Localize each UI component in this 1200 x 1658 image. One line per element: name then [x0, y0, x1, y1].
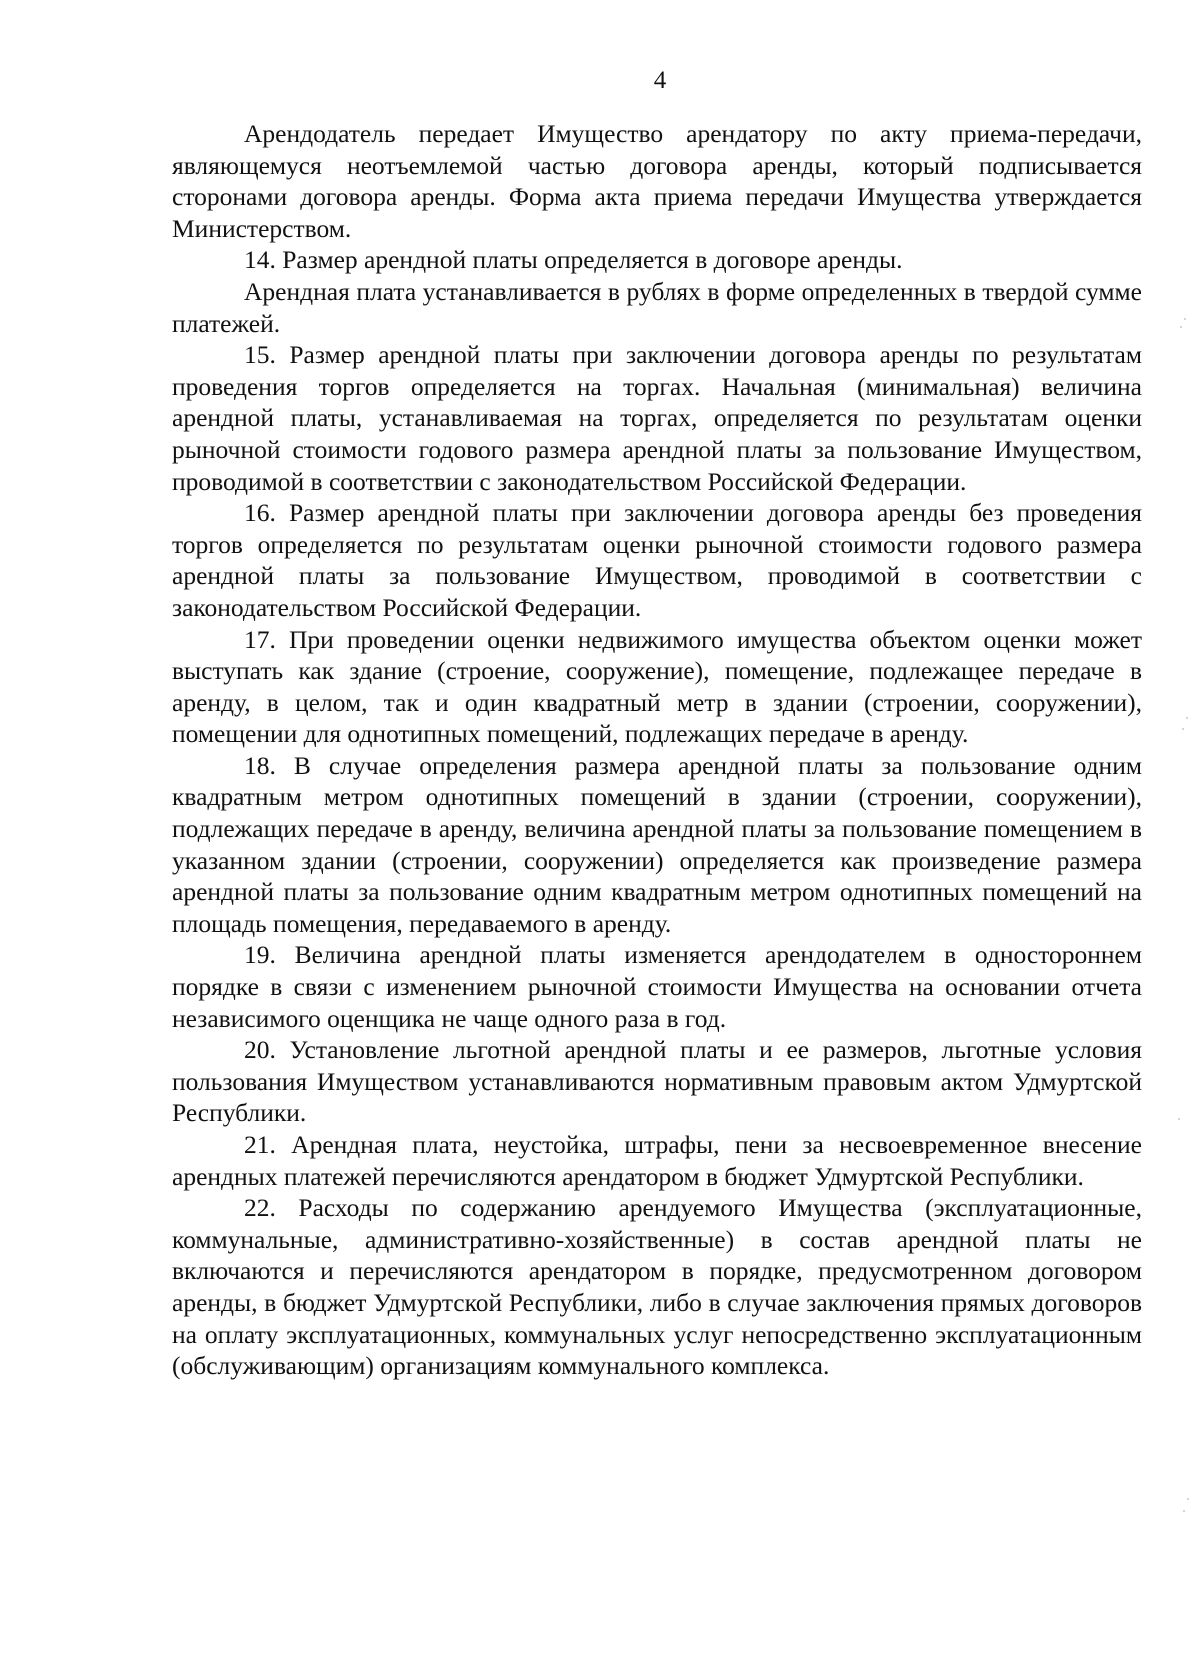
scan-speck [1187, 1498, 1189, 1500]
scan-speck [1180, 326, 1182, 328]
paragraph-19: 19. Величина арендной платы изменяется арендодателем в одностороннем порядке в связи с изменением рыночной стоимости Имущества на основании отчета независимого оценщика не чаще одного раза в год. [172, 940, 1142, 1033]
document-body [172, 118, 1142, 1382]
paragraph-15: 15. Размер арендной платы при заключении договора аренды по результатам проведения торгов определяется на торгах. Начальная (минимальная) величина арендной платы, устанавливаемая на торгах, определяется по результатам оценки рыночной стоимости годового размера арендной платы за пользование Имуществом, проводимой в соответствии с законодательством Российской Федерации. [172, 340, 1142, 496]
paragraph-21: 21. Арендная плата, неустойка, штрафы, пени за несвоевременное внесение арендных платежей перечисляются арендатором в бюджет Удмуртской Республики. [172, 1130, 1142, 1191]
paragraph-16: 16. Размер арендной платы при заключении договора аренды без проведения торгов определяется по результатам оценки рыночной стоимости годового размера арендной платы за пользование Имуществом, проводимой в соответствии с законодательством Российской Федерации. [172, 498, 1142, 622]
paragraph-rent-currency: Арендная плата устанавливается в рублях в форме определенных в твердой сумме платежей. [172, 276, 1142, 338]
paragraph-17: 17. При проведении оценки недвижимого имущества объектом оценки может выступать как здание (строение, сооружение), помещение, подлежащее передаче в аренду, в целом, так и один квадратный метр в здании (строении, сооружении), помещении для однотипных помещений, подлежащих передаче в аренду. [172, 624, 1142, 749]
scan-speck [1178, 1118, 1180, 1120]
scan-noise-margin [1160, 0, 1200, 1658]
page-number: 4 [653, 67, 667, 94]
paragraph-18: 18. В случае определения размера арендной платы за пользование одним квадратным метром однотипных помещений в здании (строении, сооружении), подлежащих передаче в аренду, величина арендной платы за пользование помещением в указанном здании (строении, сооружении) определяется как произведение размера арендной платы за пользование одним квадратным метром однотипных помещений на площадь помещения, передаваемого в аренду. [172, 750, 1142, 938]
paragraph-22: 22. Расходы по содержанию арендуемого Имущества (эксплуатационные, коммунальные, административно-хозяйственные) в состав арендной платы не включаются и перечисляются арендатором в порядке, предусмотренном договором аренды, в бюджет Удмуртской Республики, либо в случае заключения прямых договоров на оплату эксплуатационных, коммунальных услуг непосредственно эксплуатационным (обслуживающим) организациям коммунального комплекса. [172, 1193, 1142, 1381]
scan-speck [1184, 318, 1186, 320]
paragraph-14: 14. Размер арендной платы определяется в договоре аренды. [244, 245, 903, 275]
paragraph-20: 20. Установление льготной арендной платы и ее размеров, льготные условия пользования Имуществом устанавливаются нормативным правовым актом Удмуртской Республики. [172, 1035, 1142, 1128]
scan-speck [1183, 1510, 1185, 1512]
scan-speck [1182, 728, 1184, 730]
paragraph-transfer-act: Арендодатель передает Имущество арендатору по акту приема-передачи, являющемуся неотъемлемой частью договора аренды, который подписывается сторонами договора аренды. Форма акта приема передачи Имущества утверждается Министерством. [172, 119, 1142, 243]
scan-speck [1186, 717, 1188, 719]
